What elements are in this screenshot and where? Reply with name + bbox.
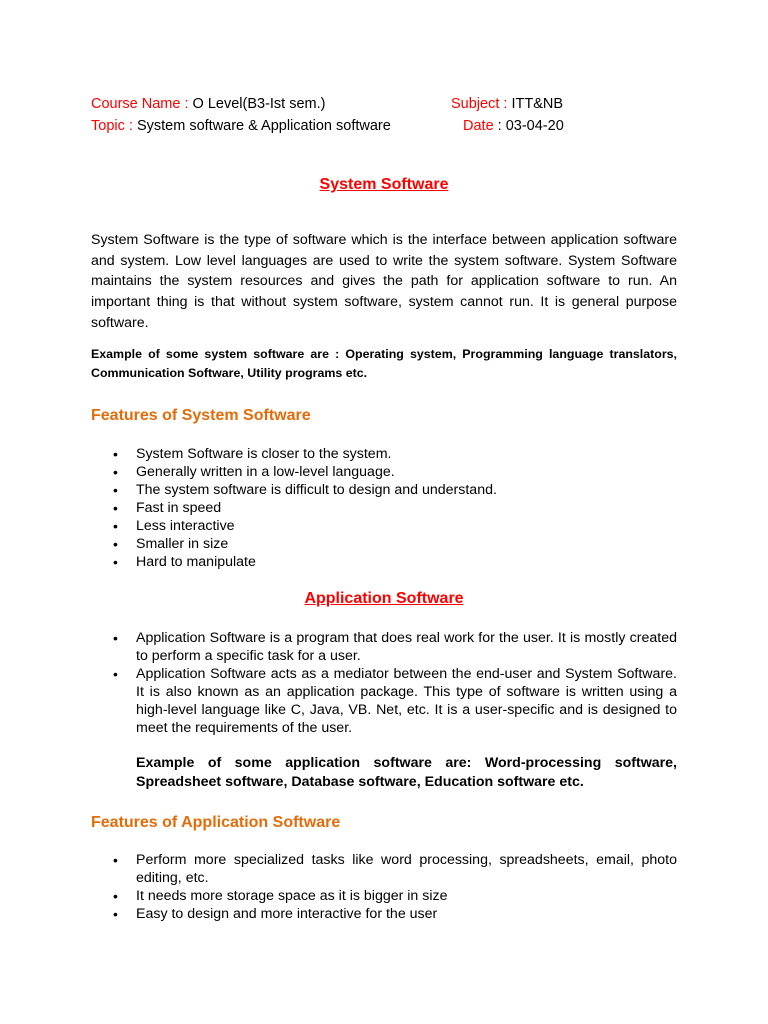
- system-software-example: Example of some system software are : Operating system, Programming language translators, Communication Software, Utility programs etc.: [91, 347, 677, 380]
- list-item: • The system software is difficult to design and understand.: [91, 481, 677, 499]
- list-item: • It needs more storage space as it is bigger in size: [91, 887, 677, 905]
- list-item: • Application Software is a program that does real work for the user. It is mostly created to perform a specific task for a user.: [91, 629, 677, 665]
- features-system-heading: Features of System Software: [91, 407, 311, 424]
- list-item: • System Software is closer to the system.: [91, 445, 677, 463]
- list-item: • Easy to design and more interactive for the user: [91, 905, 677, 923]
- list-item: • Application Software acts as a mediator between the end-user and System Software. It is also known as an application package. This type of software is written using a high-level language like C, Java, VB. Net, etc. It is a user-specific and is designed to meet the requirements of the user.: [91, 665, 677, 737]
- features-system-list: [91, 445, 677, 571]
- date-label: Date: [463, 118, 494, 134]
- date: [463, 116, 564, 136]
- list-item: • Generally written in a low-level language.: [91, 463, 677, 481]
- course-name: [91, 94, 326, 114]
- list-item: • Less interactive: [91, 517, 677, 535]
- topic: [91, 116, 391, 136]
- date-value: : 03-04-20: [493, 118, 564, 134]
- list-item: • Fast in speed: [91, 499, 677, 517]
- application-software-heading: Application Software: [304, 590, 464, 607]
- application-software-example: Example of some application software are: Word-processing software, Spreadsheet software, Database software, Education software etc.: [136, 755, 677, 790]
- subject-label: Subject :: [451, 96, 508, 112]
- topic-label: Topic :: [91, 118, 133, 134]
- system-software-paragraph: System Software is the type of software which is the interface between application software and system. Low level languages are used to write the system software. System Software maintains the system resources and gives the path for application software to run. An important thing is that without system software, system cannot run. It is general purpose software.: [91, 232, 677, 331]
- features-application-heading: Features of Application Software: [91, 814, 341, 831]
- topic-value: System software & Application software: [132, 118, 391, 134]
- subject-value: ITT&NB: [507, 96, 564, 112]
- features-application-list: [91, 851, 677, 923]
- subject: [451, 94, 563, 114]
- application-software-list: [91, 629, 677, 737]
- list-item: • Hard to manipulate: [91, 553, 677, 571]
- course-value: O Level(B3-Ist sem.): [188, 96, 326, 112]
- course-label: Course Name :: [91, 96, 189, 112]
- list-item: • Smaller in size: [91, 535, 677, 553]
- system-software-heading: System Software: [319, 176, 449, 193]
- list-item: • Perform more specialized tasks like word processing, spreadsheets, email, photo editing, etc.: [91, 851, 677, 887]
